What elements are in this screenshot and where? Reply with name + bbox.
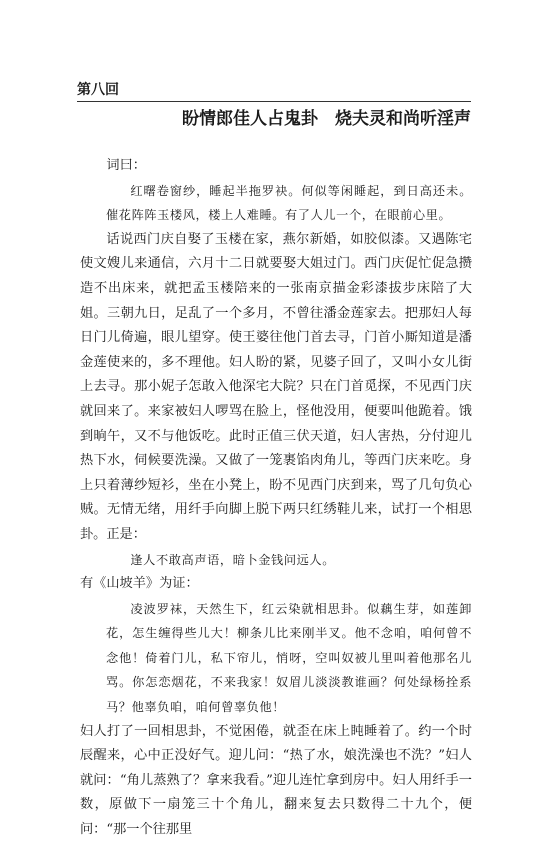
paragraph: 话说西门庆自娶了玉楼在家，燕尔新婚，如胶似漆。又遇陈宅使文嫂儿来通信，六月十二日就要娶大姐过门。西门庆促忙促急攒造不出床来，就把孟玉楼陪来的一张南京描金彩漆拔步床陪了大姐。三朝九日，足乱了一个多月，不曾往潘金莲家去。把那妇人每日门儿倚遍，眼儿望穿。使王婆往他门首去寻，门首小厮知道是潘金莲使来的，多不理他。妇人盼的紧，见婆子回了，又叫小女儿街上去寻。那小妮子怎敢入他深宅大院？只在门首觅探，不见西门庆就回来了。来家被妇人啰骂在脸上，怪他没用，便要叫他跪着。饿到晌午，又不与他饭吃。此时正值三伏天道，妇人害热，分付迎儿热下水，伺候要洗澡。又做了一笼裹馅肉角儿，等西门庆来吃。身上只着薄纱短衫，坐在小凳上，盼不见西门庆到来，骂了几句负心贼。无情无绪，用纤手向脚上脱下两只红绣鞋儿来，试打一个相思卦。正是： (80, 231, 472, 542)
paragraph: 有《山坡羊》为证： (80, 576, 199, 592)
opening-verse: 红曙卷窗纱，睡起半拖罗袂。何似等闲睡起，到日高还未。催花阵阵玉楼风，楼上人难睡。有了人儿一个，在眼前心里。 (106, 183, 472, 223)
chapter-title: 盼情郎佳人占鬼卦 烧夫灵和尚听淫声 (182, 109, 471, 129)
chapter-body (80, 154, 472, 843)
couplet-verse: 逢人不敢高声语，暗卜金钱问远人。 (130, 552, 335, 567)
song-verse: 凌波罗袜，天然生下，红云染就相思卦。似藕生芽，如莲卸花，怎生缠得些儿大！柳条儿比来刚半叉。他不念咱，咱何曾不念他！倚着门儿，私下帘儿，悄呀，空叫奴被儿里叫着他那名儿骂。你怎恋烟花，不来我家！奴眉儿淡淡教谁画？何处绿杨拴系马？他辜负咱，咱何曾辜负他！ (106, 601, 472, 715)
header-rule (77, 101, 471, 102)
intro-line: 词曰： (106, 158, 146, 173)
chapter-label: 第八回 (77, 82, 119, 98)
paragraph: 妇人打了一回相思卦，不觉困倦，就歪在床上盹睡着了。约一个时辰醒来，心中正没好气。迎儿问：“热了水，娘洗澡也不洗？”妇人就问：“角儿蒸熟了？拿来我看。”迎儿连忙拿到房中。妇人用纤手一数，原做下一扇笼三十个角儿，翻来复去只数得二十九个，便问：“那一个往那里 (80, 723, 472, 838)
